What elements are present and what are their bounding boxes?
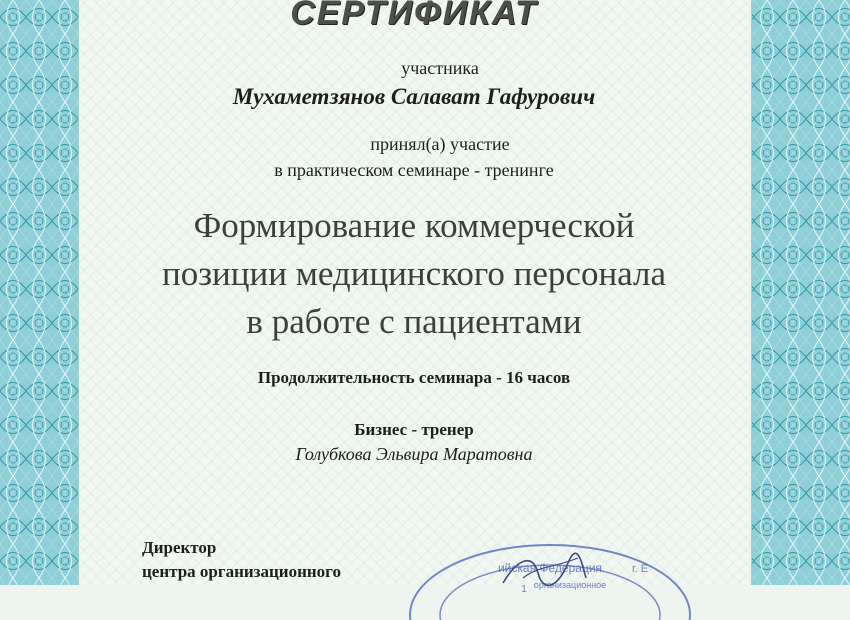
participation-text-2: в практическом семинаре - тренинге [274,160,554,180]
stamp-text: организационное [533,580,607,590]
participation-text-1: принял(а) участие [370,134,510,154]
seminar-duration: Продолжительность семинара - 16 часов [257,368,571,387]
certificate-title: СЕРТИФИКАТ [290,0,538,32]
director-label: Директор [142,538,217,557]
participant-name: Мухаметзянов Салават Гафурович [232,84,596,109]
signature [498,548,588,588]
stamp-text: г. Е [631,563,649,575]
course-title-line: Формирование коммерческой [193,206,635,245]
trainer-label: Бизнес - тренер [354,420,474,439]
trainer-name: Голубкова Эльвира Маратовна [295,444,533,464]
participant-label: участника [401,58,479,78]
stamp-text: 1 [521,584,527,595]
director-organization: центра организационного [142,562,341,581]
course-title-line: позиции медицинского персонала [161,254,667,293]
course-title-line: в работе с пациентами [246,302,582,341]
course-title [78,202,750,346]
stamp-text: ийская Федерация [497,561,603,575]
